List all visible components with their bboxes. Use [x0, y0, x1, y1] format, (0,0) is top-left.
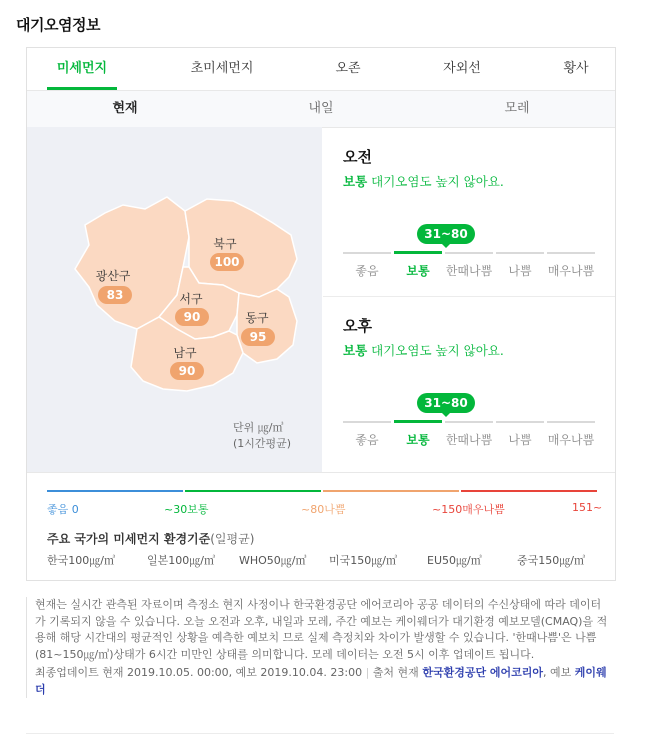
- district-shape-dong[interactable]: [237, 289, 297, 363]
- district-name-gwangsan: 광산구: [95, 269, 131, 283]
- standard-usa: 미국150㎍/㎥: [329, 554, 397, 567]
- tab-label: 미세먼지: [56, 61, 108, 76]
- source-airkorea-link[interactable]: 한국환경공단 에어코리아: [422, 666, 544, 679]
- district-name-seo: 서구: [179, 292, 203, 306]
- unit-period: (1시간평균): [233, 437, 292, 450]
- standard-japan: 일본100㎍/㎥: [147, 554, 215, 567]
- subtab-tomorrow[interactable]: 내일: [308, 101, 334, 116]
- district-value-seo: 90: [175, 308, 209, 326]
- update-time: 최종업데이트 현재 2019.10.05. 00:00, 예보 2019.10.04. 23:00: [35, 666, 363, 679]
- district-name-dong: 동구: [245, 311, 269, 325]
- scale-seg-good: [343, 421, 391, 423]
- bottom-divider: [26, 733, 614, 734]
- afternoon-desc: 대기오염도 높지 않아요.: [371, 343, 504, 358]
- scale-label-bad: 나쁨: [508, 264, 532, 278]
- legend-label-bad: ~80나쁨: [301, 503, 346, 516]
- unit-label: 단위 ㎍/㎥: [233, 421, 284, 434]
- morning-range-badge: 31~80: [417, 224, 475, 244]
- scale-seg-sometimes-bad: [445, 252, 493, 254]
- legend-label-normal: ~30보통: [164, 503, 209, 516]
- afternoon-level: 보통: [343, 343, 368, 358]
- forecast-divider: [323, 296, 615, 297]
- legend-bar-normal: [185, 490, 321, 492]
- morning-status: [343, 172, 504, 190]
- source-kweather-link[interactable]: 케이웨더: [35, 666, 607, 696]
- scale-seg-bad: [496, 252, 544, 254]
- forecast-panel: [323, 127, 615, 472]
- info-notes: [26, 597, 608, 698]
- district-name-buk: 북구: [213, 237, 237, 251]
- source-prefix: 출처 현재: [372, 666, 419, 679]
- air-quality-panel: [26, 47, 616, 581]
- tab-yellow-dust[interactable]: 황사: [563, 61, 589, 76]
- legend-label-max: 151~: [572, 501, 603, 514]
- scale-seg-bad: [496, 421, 544, 423]
- scale-seg-good: [343, 252, 391, 254]
- notes-meta: 최종업데이트 현재 2019.10.05. 00:00, 예보 2019.10.04. 23:00 | 출처 현재 한국환경공단 에어코리아, 예보 케이웨더: [35, 666, 607, 696]
- legend-bar-very-bad: [461, 490, 597, 492]
- district-value-nam: 90: [170, 362, 204, 380]
- morning-title: 오전: [343, 148, 372, 166]
- morning-level: 보통: [343, 174, 368, 189]
- standard-china: 중국150㎍/㎥: [517, 554, 585, 567]
- scale-seg-normal: [394, 420, 442, 423]
- district-map: [27, 127, 322, 472]
- afternoon-title: 오후: [343, 317, 372, 335]
- scale-seg-very-bad: [547, 421, 595, 423]
- scale-seg-sometimes-bad: [445, 421, 493, 423]
- scale-label-sometimes-bad: 한때나쁨: [445, 433, 493, 447]
- standard-eu: EU50㎍/㎥: [427, 554, 482, 567]
- scale-label-very-bad: 매우나쁨: [547, 264, 595, 278]
- scale-seg-very-bad: [547, 252, 595, 254]
- map-unit-note: [233, 420, 291, 452]
- district-value-buk: 100: [210, 253, 244, 271]
- standard-korea: 한국100㎍/㎥: [47, 554, 115, 567]
- source-mid: , 예보: [543, 666, 572, 679]
- standards-subtitle: (일평균): [210, 532, 255, 546]
- standard-who: WHO50㎍/㎥: [239, 554, 307, 567]
- afternoon-status: [343, 341, 504, 359]
- tab-uv[interactable]: 자외선: [443, 61, 481, 76]
- tab-ultrafine-dust[interactable]: 초미세먼지: [190, 61, 254, 76]
- subtab-day-after[interactable]: 모레: [504, 101, 530, 116]
- page-title: 대기오염정보: [16, 16, 100, 34]
- district-value-dong: 95: [241, 328, 275, 346]
- legend-label-very-bad: ~150매우나쁨: [432, 503, 505, 516]
- legend-bar-bad: [323, 490, 459, 492]
- district-value-gwangsan: 83: [98, 286, 132, 304]
- scale-seg-normal: [394, 251, 442, 254]
- scale-label-normal: 보통: [406, 264, 430, 278]
- scale-label-bad: 나쁨: [508, 433, 532, 447]
- pollutant-tabs: [27, 48, 615, 90]
- level-legend: [27, 472, 615, 581]
- tab-fine-dust[interactable]: [47, 48, 117, 90]
- tab-ozone[interactable]: 오존: [335, 61, 361, 76]
- standards-title: [47, 530, 254, 547]
- scale-label-sometimes-bad: 한때나쁨: [445, 264, 493, 278]
- district-name-nam: 남구: [173, 346, 197, 360]
- standards-title-text: 주요 국가의 미세먼지 환경기준: [47, 532, 211, 546]
- scale-label-good: 좋음: [355, 433, 379, 447]
- legend-label-good: 좋음 0: [47, 503, 79, 516]
- legend-bar-good: [47, 490, 183, 492]
- notes-body: 현재는 실시간 관측된 자료이며 측정소 현지 사정이나 한국환경공단 에어코리아 공공 데이터의 수신상태에 따라 데이터가 기록되지 않을 수 있습니다. 오늘 오전과 오후, 내일과 모레, 주간 예보는 케이웨더가 대기환경 예보모델(CMAQ)을 적용해 해당 시간대의 평균적인 상황을 예측한 예보치 므로 실제 측정치와 차이가 발생할 수 있습니다. '한때나쁨'은 나쁨(81~150㎍/㎥)상태가 6시간 미만인 상태를 의미합니다. 모레 데이터는 오전 5시 이후 업데이트 됩니다.: [35, 598, 608, 661]
- scale-label-good: 좋음: [355, 264, 379, 278]
- subtab-now[interactable]: 현재: [112, 101, 138, 116]
- scale-label-normal: 보통: [406, 433, 430, 447]
- scale-label-very-bad: 매우나쁨: [547, 433, 595, 447]
- afternoon-range-badge: 31~80: [417, 393, 475, 413]
- morning-desc: 대기오염도 높지 않아요.: [371, 174, 504, 189]
- time-subtabs: [27, 90, 615, 128]
